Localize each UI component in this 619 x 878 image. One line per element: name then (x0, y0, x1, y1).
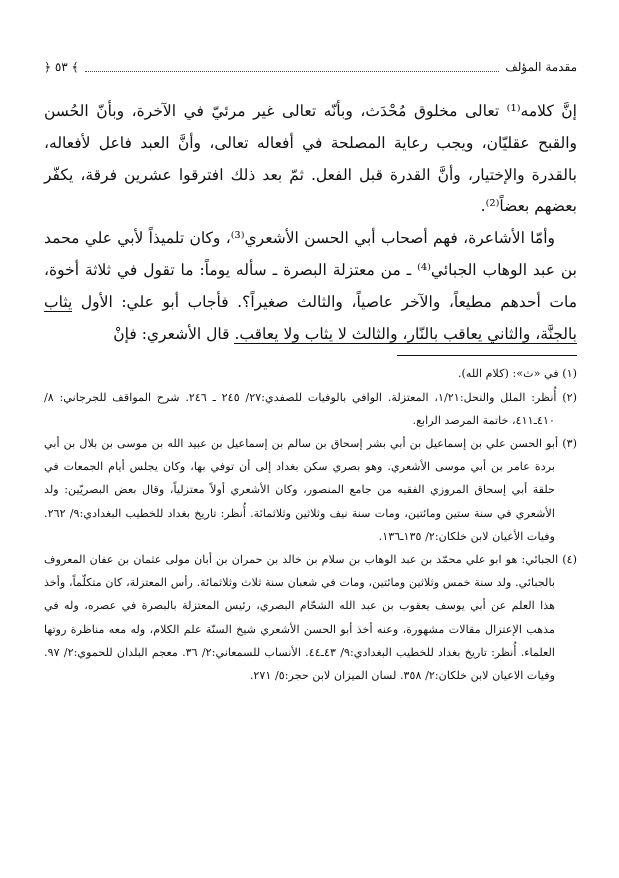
footnotes (44, 362, 577, 687)
footnote-3: (٣) أبو الحسن علي بن إسماعيل بن أبي بشر إسحاق بن سالم بن إسماعيل بن عبيد الله بن موسى بن بلال بن أبي بردة عامر بن أبي موسى الأشعري. وهو بصري سكن بغداد إلى أن توفي بها، وكان يجلس أيام الجمعات في حلقة أبي إسحاق المروزي الفقيه من جامع المنصور، وكان الأشعري أولاً معتزلياً، وقال بعض البصريّين: ولد الأشعري في سنة ستين ومائتين، ومات سنة نيف وثلاثين وثلاثمائة. أُنظر: تاريخ بغداد للخطيب البغدادي:٩/ ٢٦٢. وفيات الأعيان لابن خلكان:٢/ ١٣٥ـ١٣٦. (44, 436, 577, 543)
running-header (44, 56, 577, 78)
book-page (44, 56, 577, 687)
footnote-1: (١) في «ث»: (كلام الله). (457, 367, 577, 381)
footnote-separator (397, 355, 577, 356)
footnote-4: (٤) الجبائي: هو ابو علي محمّد بن عبد الوهاب بن سلام بن خالد بن حمران بن أبان مولى عثمان بن عفان المعروف بالجبائي. ولد سنة خمس وثلاثين ومائتين، ومات في شعبان سنة ثلاث وثلاثمائة. رأس المعتزلة، كان متكلّماً، وأخذ هذا العلم عن أبي يوسف يعقوب بن عبد الله الشحّام البصري، رئيس المعتزلة بالبصرة في عصره، وله في مذهب الإعتزال مقالات مشهورة، وعنه أخذ أبو الحسن الأشعري شيخ السنّة علم الكلام، وله معه مناظرة روتها العلماء. أُنظر: تاريخ بغداد للخطيب البغدادي:٩/ ٤٣ـ٤٤. الأنساب للسمعاني:٢/ ٣٦. معجم البلدان للحموي:٢/ ٩٧. وفيات الاعيان لابن خلكان:٢/ ٣٥٨. لسان الميزان لابن حجر:٥/ ٢٧١. (44, 553, 577, 683)
footnote-2: (٢) أُنظر: الملل والنحل:١/٢١، المعتزلة. الوافي بالوفيات للصفدي:٢٧/ ٢٤٥ ـ ٢٤٦. شرح المواقف للجرجاني: ٨/ ٤١٠ـ٤١١، خاتمة المرصد الرابع. (44, 390, 578, 427)
header-dot-leader (85, 63, 500, 72)
paragraph-2-text: وأمّا الأشاعرة، فهم أصحاب أبي الحسن الأشعري⁽³⁾، وكان تلميذاً لأبي علي محمد بن عبد الوهاب الجبائي⁽⁴⁾ ـ من معتزلة البصرة ـ سأله يوماً: ما تقول في ثلاثة أخوة، مات أحدهم مطيعاً، والآخر عاصياً، والثالث صغيراً؟. فأجاب أبو علي: الأول (44, 229, 577, 311)
underlined-quote: يثاب بالجنَّة، والثاني يعاقب بالنّار، والثالث لا يثاب ولا يعاقب. (44, 292, 577, 343)
paragraph-2-end: قال الأشعري: فإنْ (113, 324, 235, 343)
paragraph-2 (44, 223, 577, 350)
header-title: مقدمة المؤلف (505, 60, 577, 74)
paragraph-1: إنَّ كلامه⁽¹⁾ تعالى مخلوق مُحْدَث، وبأنّه تعالى غير مرئيّ في الآخرة، وبأنّ الحُسن والقبح عقليّان، ويجب رعاية المصلحة في أفعاله تعالى، وأنَّ العبد فاعل لأفعاله، بالقدرة والإختيار، وأنَّ القدرة قبل الفعل. ثمّ بعد ذلك افترقوا عشرين فرقة، يكفّر بعضهم بعضاً⁽²⁾. (44, 102, 577, 216)
page-number: ﴾ ٥٣ ﴿ (44, 60, 79, 74)
main-text (44, 96, 577, 350)
